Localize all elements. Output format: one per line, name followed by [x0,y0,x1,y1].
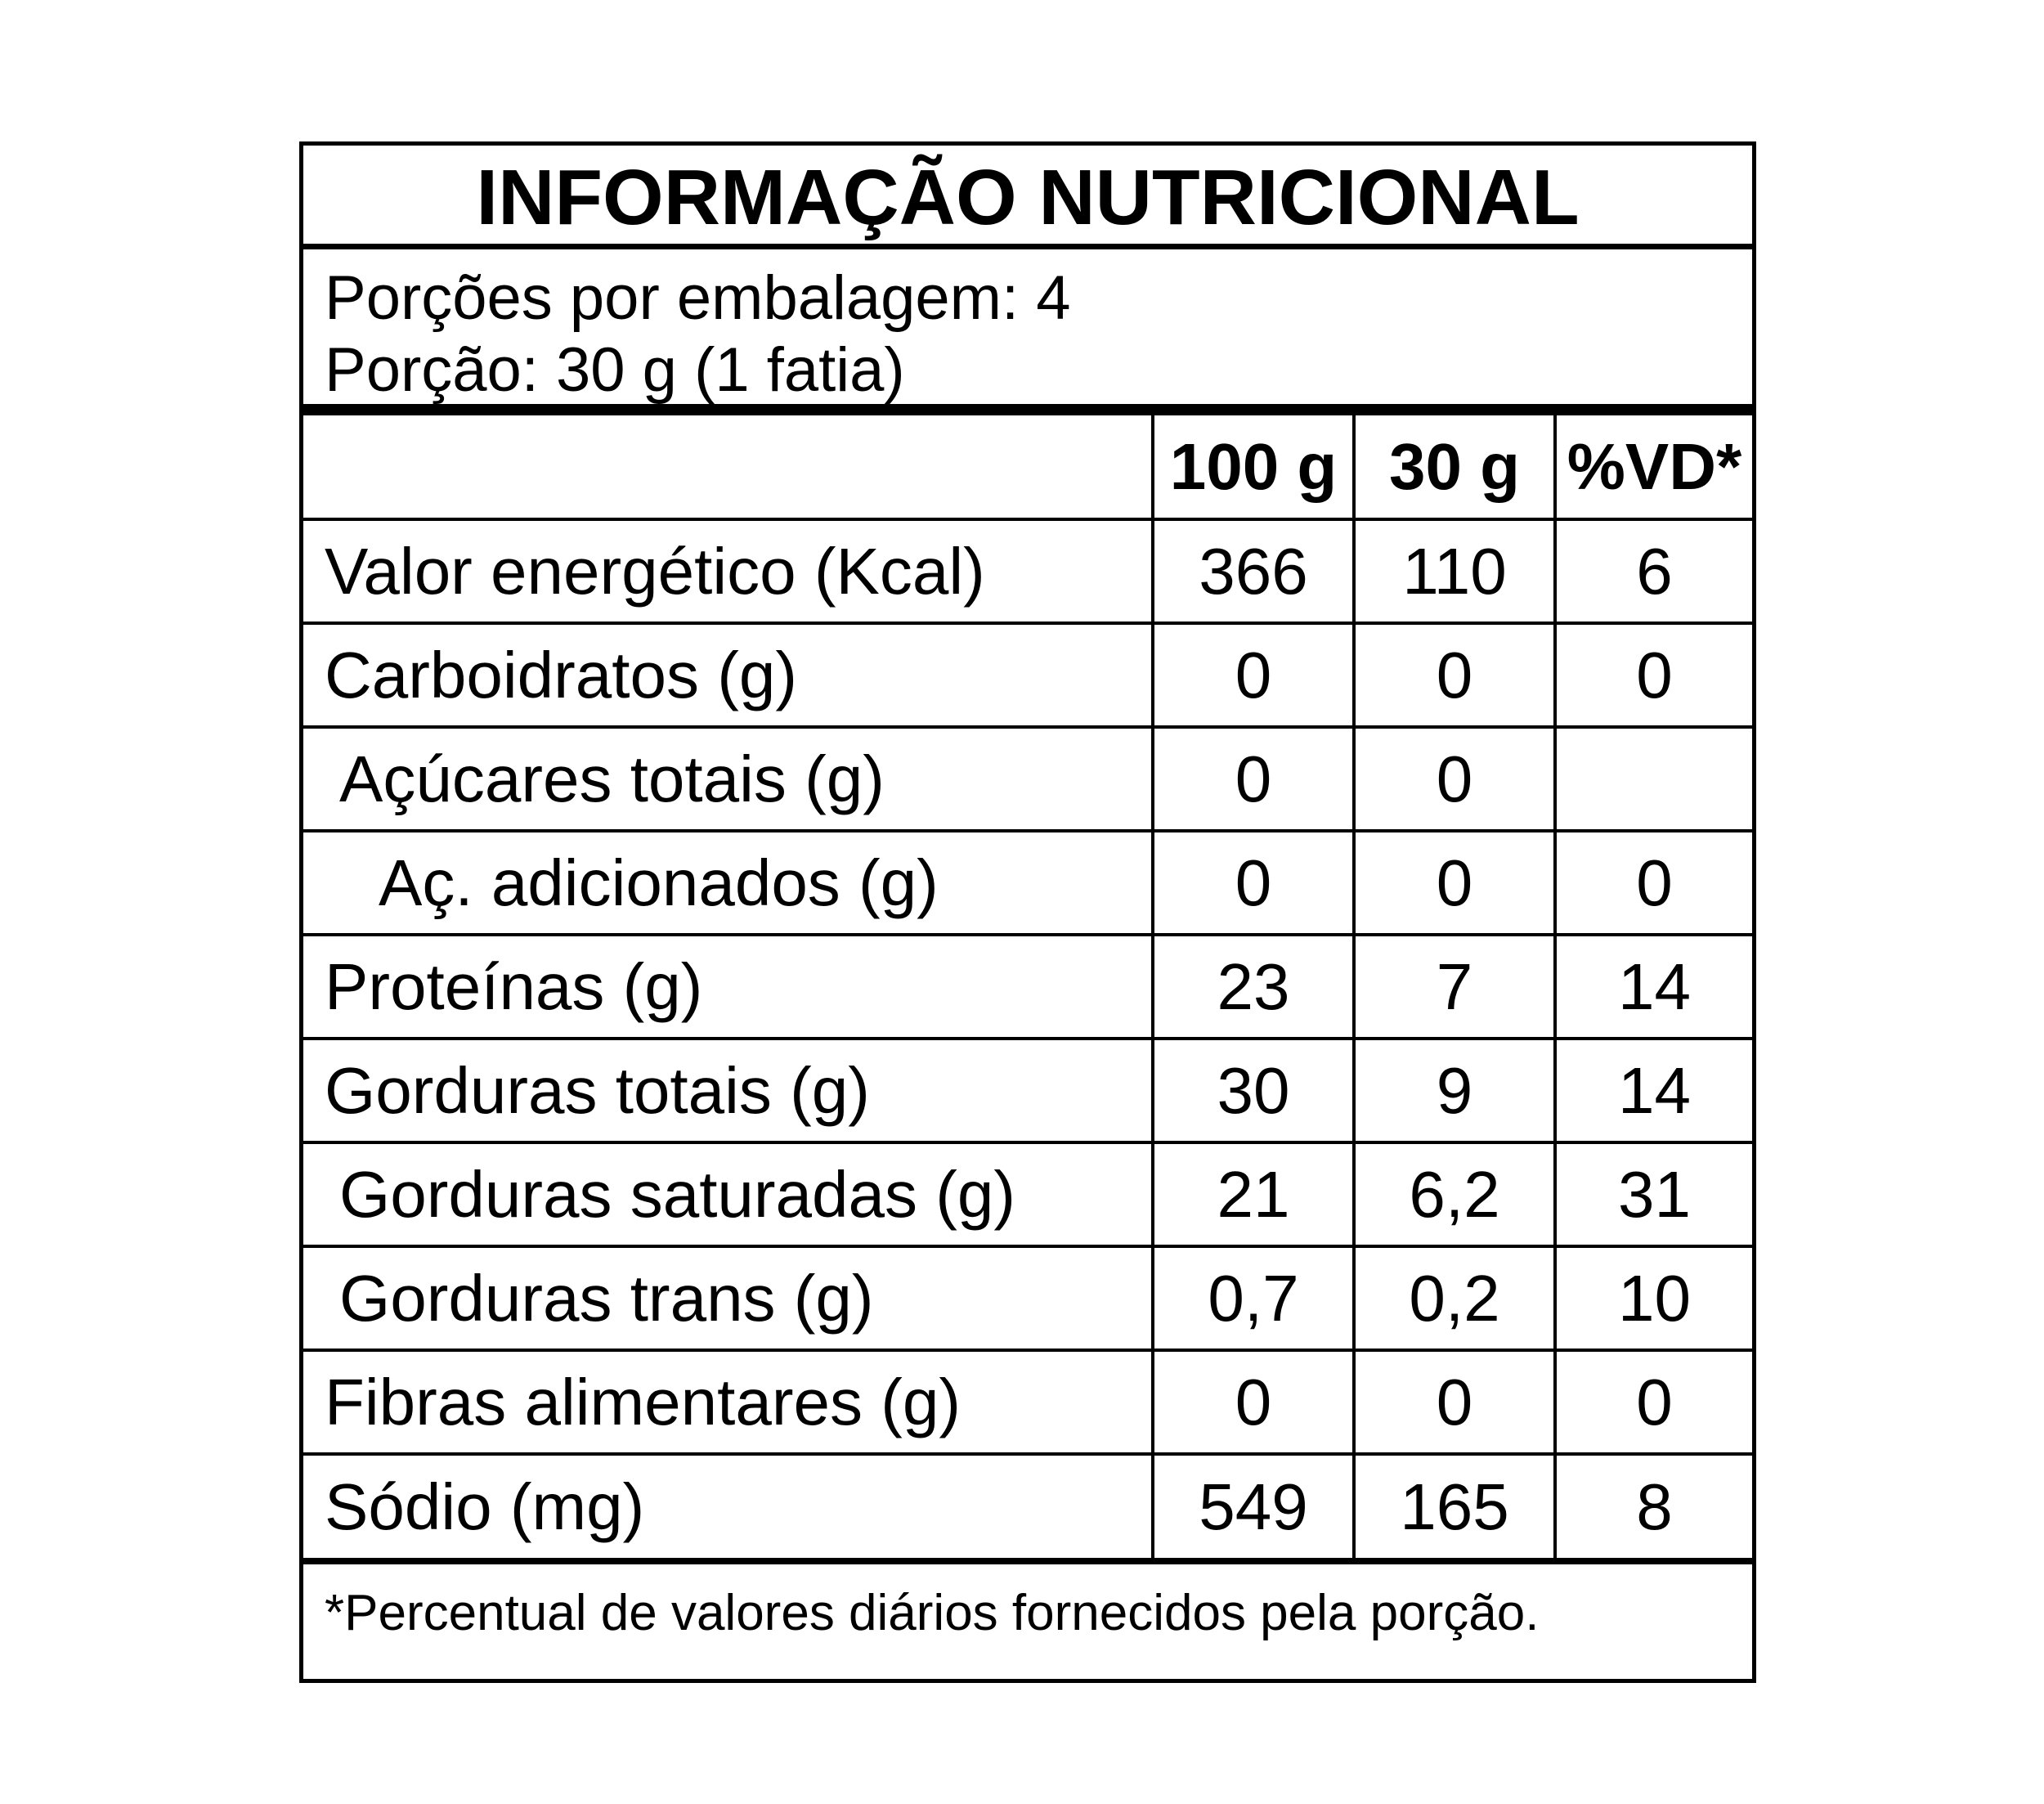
nutrient-name: Aç. adicionados (g) [303,831,1153,935]
value-100g: 21 [1153,1142,1354,1246]
value-vd: 14 [1555,1039,1752,1142]
value-100g: 0,7 [1153,1246,1354,1350]
value-100g: 0 [1153,623,1354,727]
value-vd: 14 [1555,935,1752,1039]
value-vd: 31 [1555,1142,1752,1246]
value-100g: 0 [1153,727,1354,831]
table-row [303,831,1752,935]
nutrient-name: Valor energético (Kcal) [303,519,1153,623]
table-row [303,519,1752,623]
value-vd: 6 [1555,519,1752,623]
value-100g: 549 [1153,1454,1354,1558]
table-row [303,1454,1752,1558]
nutrient-name: Gorduras totais (g) [303,1039,1153,1142]
nutrient-name: Carboidratos (g) [303,623,1153,727]
value-vd: 0 [1555,1350,1752,1454]
value-30g: 0 [1354,727,1555,831]
nutrition-table [303,415,1752,1558]
value-30g: 165 [1354,1454,1555,1558]
value-30g: 0 [1354,831,1555,935]
value-vd: 8 [1555,1454,1752,1558]
value-vd [1555,727,1752,831]
nutrient-name: Proteínas (g) [303,935,1153,1039]
table-row [303,1350,1752,1454]
table-row [303,1039,1752,1142]
value-100g: 0 [1153,831,1354,935]
value-100g: 366 [1153,519,1354,623]
label-title: INFORMAÇÃO NUTRICIONAL [303,146,1752,249]
value-30g: 7 [1354,935,1555,1039]
value-vd: 0 [1555,623,1752,727]
table-row [303,727,1752,831]
header-blank [303,415,1153,519]
table-row [303,1142,1752,1246]
value-100g: 23 [1153,935,1354,1039]
value-30g: 9 [1354,1039,1555,1142]
value-30g: 0 [1354,623,1555,727]
nutrient-name: Gorduras trans (g) [303,1246,1153,1350]
nutrient-name: Gorduras saturadas (g) [303,1142,1153,1246]
table-row [303,1246,1752,1350]
table-row [303,935,1752,1039]
nutrient-name: Açúcares totais (g) [303,727,1153,831]
value-vd: 0 [1555,831,1752,935]
value-30g: 6,2 [1354,1142,1555,1246]
value-30g: 0,2 [1354,1246,1555,1350]
serving-size: Porção: 30 g (1 fatia) [325,335,905,405]
footnote-text: *Percentual de valores diários fornecidos pela porção. [325,1584,1540,1641]
table-row [303,623,1752,727]
footnote [303,1558,1752,1661]
value-vd: 10 [1555,1246,1752,1350]
column-header-100g: 100 g [1153,415,1354,519]
value-30g: 0 [1354,1350,1555,1454]
nutrition-facts-label [299,141,1756,1683]
value-30g: 110 [1354,519,1555,623]
servings-per-package: Porções por embalagem: 4 [325,263,1071,333]
value-100g: 30 [1153,1039,1354,1142]
value-100g: 0 [1153,1350,1354,1454]
column-header-30g: 30 g [1354,415,1555,519]
serving-info [303,249,1752,415]
nutrient-name: Fibras alimentares (g) [303,1350,1153,1454]
table-header-row [303,415,1752,519]
nutrient-name: Sódio (mg) [303,1454,1153,1558]
column-header-vd: %VD* [1555,415,1752,519]
